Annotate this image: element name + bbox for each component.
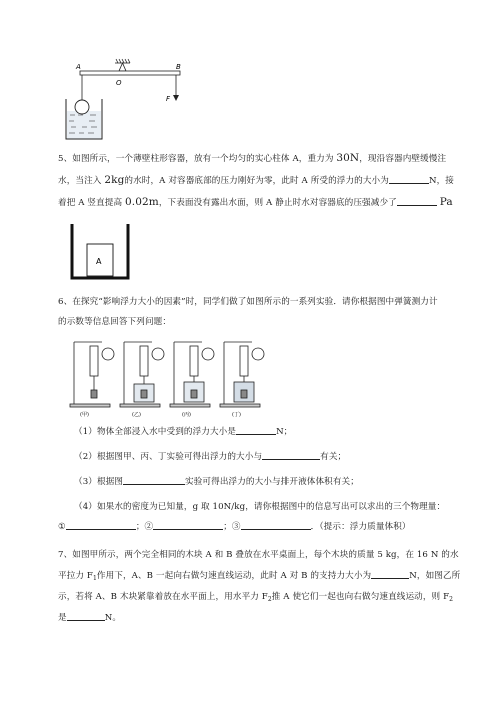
container-block-figure [70,222,130,282]
label-F: F [166,95,171,103]
weight-value: 30N [336,152,360,164]
question-7-line-1: 7、如图甲所示，两个完全相同的木块 A 和 B 叠放在水平桌面上，每个木块的质量 5 kg，在 16 N 的水 [58,550,459,560]
hanging-ball [75,100,89,114]
question-7-line-3: 示，若将 A、B 木块紧靠着放在水平面上，用水平力 $F_2$推 A 使它们一起也向右做匀速直线运动，则 $F_2$ [58,592,454,603]
label-O: O [116,79,122,87]
question-6-line-1: 6、在探究“影响浮力大小的因素”时，同学们做了如图所示的一系列实验．请你根据图中弹簧测力计 [58,297,438,307]
setup-ding [220,342,264,407]
caption-ding: (丁) [232,412,241,418]
answer-blank-6-4a[interactable] [66,519,136,530]
answer-blank-5b[interactable] [397,195,437,206]
question-7-line-4: 是 N。 [58,608,473,629]
setup-bing [170,342,214,407]
answer-blank-7b[interactable] [67,610,105,621]
ceiling-support [115,59,130,71]
lever-bar [80,71,180,75]
question-6-sub-4: （4）如果水的密度为已知量，g 取 10N/kg，请你根据图中的信息写出可以求出的三个物理量： [74,502,446,512]
answer-blank-6-2[interactable] [262,449,320,460]
question-5-line-3: 着把 A 竖直提高 0.02m，下表面没有露出水面，则 A 静止时水对容器底的压强减少了 Pa [58,196,453,208]
answer-blank-5a[interactable] [389,173,429,184]
question-5-line-1: 5、如图所示，一个薄壁柱形容器，放有一个均匀的实心柱体 A，重力为 30N，现沿容器内壁缓慢注 [58,152,447,164]
label-B: B [176,63,181,71]
answer-blank-6-4b[interactable] [153,519,223,530]
water-container [66,99,102,139]
answer-blank-6-1[interactable] [236,424,276,435]
mass-value: 2kg [104,174,125,186]
caption-yi: (乙) [132,412,141,418]
question-6-sub-3: （3）根据图 实验可得出浮力的大小与排开液体体积有关； [74,472,489,493]
answer-blank-7a[interactable] [371,568,409,579]
question-7-line-2: 平拉力 $F_1$作用下，A、B 一起向右做匀速直线运动，此时 A 对 B 的支持力大小为 N，如图乙所 [58,566,473,589]
height-value: 0.02m [124,196,159,208]
lever-figure [60,55,200,145]
setup-yi [120,342,164,407]
spring-scale-figure [68,338,270,418]
answer-blank-6-3[interactable] [123,474,185,485]
question-6-sub-4-answers: ① ；② ；③ ．（提示：浮力质量体积） [58,517,473,538]
label-A: A [76,63,81,71]
answer-blank-6-4c[interactable] [241,519,311,530]
caption-bing: (丙) [182,412,191,418]
caption-jia: (甲) [80,412,89,418]
question-6-line-2: 的示数等信息回答下列问题： [58,317,172,327]
setup-jia [70,342,114,407]
svg-text:A: A [96,257,102,266]
question-6-sub-1: （1）物体全部浸入水中受到的浮力大小是 N； [74,422,489,443]
question-6-sub-2: （2）根据图甲、丙、丁实验可得出浮力的大小与 有关； [74,447,489,468]
question-5-line-2: 水，当注入 2kg的水时，A 对容器底部的压力刚好为零，此时 A 所受的浮力的大小为 N，接 [58,174,454,186]
